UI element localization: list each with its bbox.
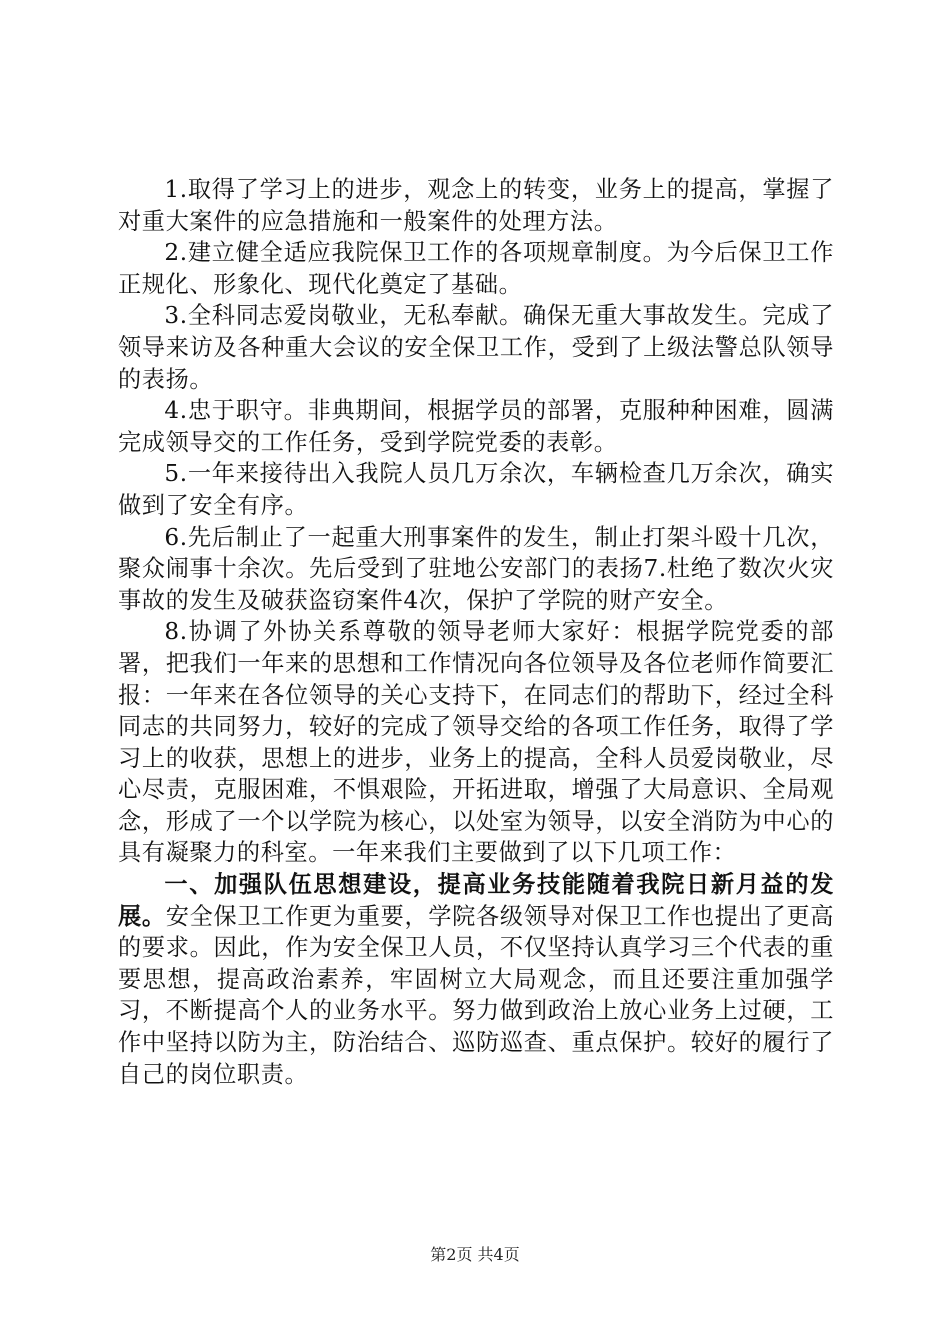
document-body bbox=[118, 174, 834, 1090]
paragraph-4: 4.忠于职守。非典期间，根据学员的部署，克服种种困难，圆满完成领导交的工作任务，受到学院党委的表彰。 bbox=[118, 397, 834, 456]
paragraph-8: 8.协调了外协关系尊敬的领导老师大家好：根据学院党委的部署，把我们一年来的思想和工作情况向各位领导及各位老师作简要汇报：一年来在各位领导的关心支持下，在同志们的帮助下，经过全科同志的共同努力，较好的完成了领导交给的各项工作任务，取得了学习上的收获，思想上的进步，业务上的提高，全科人员爱岗敬业，尽心尽责，克服困难，不惧艰险，开拓进取，增强了大局意识、全局观念，形成了一个以学院为核心，以处室为领导，以安全消防为中心的具有凝聚力的科室。一年来我们主要做到了以下几项工作： bbox=[118, 618, 834, 867]
paragraph-1: 1.取得了学习上的进步，观念上的转变，业务上的提高，掌握了对重大案件的应急措施和一般案件的处理方法。 bbox=[118, 176, 834, 235]
paragraph-2: 2.建立健全适应我院保卫工作的各项规章制度。为今后保卫工作正规化、形象化、现代化奠定了基础。 bbox=[118, 239, 834, 298]
paragraph-6: 6.先后制止了一起重大刑事案件的发生，制止打架斗殴十几次，聚众闹事十余次。先后受到了驻地公安部门的表扬7.杜绝了数次火灾事故的发生及破获盗窃案件4次，保护了学院的财产安全。 bbox=[118, 523, 834, 614]
paragraph-3: 3.全科同志爱岗敬业，无私奉献。确保无重大事故发生。完成了领导来访及各种重大会议的安全保卫工作，受到了上级法警总队领导的表扬。 bbox=[118, 302, 834, 393]
section-heading: 一、加强队伍思想建设，提高业务技能随着我院日新月益的发展。 bbox=[118, 871, 834, 930]
section-body: 安全保卫工作更为重要，学院各级领导对保卫工作也提出了更高的要求。因此，作为安全保卫人员，不仅坚持认真学习三个代表的重要思想，提高政治素养，牢固树立大局观念，而且还要注重加强学习，不断提高个人的业务水平。努力做到政治上放心业务上过硬，工作中坚持以防为主，防治结合、巡防巡查、重点保护。较好的履行了自己的岗位职责。 bbox=[118, 902, 835, 1088]
page-footer: 第2页 共4页 bbox=[430, 1245, 520, 1264]
section-paragraph bbox=[118, 869, 834, 1090]
paragraph-5: 5.一年来接待出入我院人员几万余次，车辆检查几万余次，确实做到了安全有序。 bbox=[118, 460, 834, 519]
